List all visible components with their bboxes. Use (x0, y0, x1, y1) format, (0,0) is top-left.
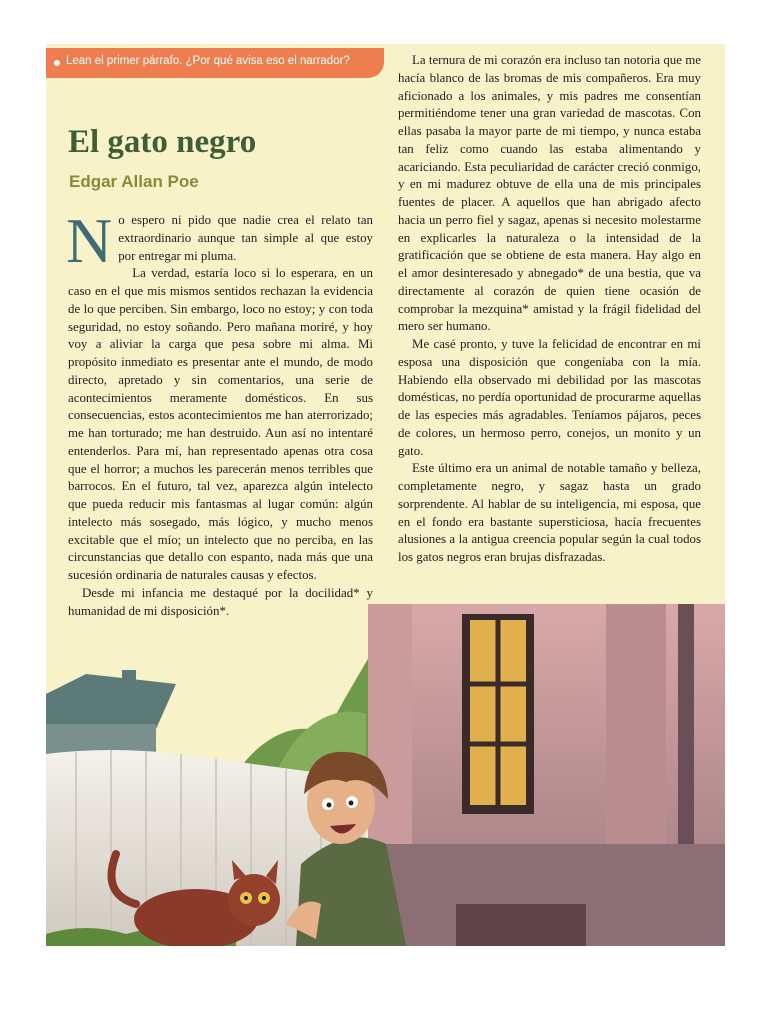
instruction-banner (46, 48, 384, 78)
boy-pupil-left (327, 803, 332, 808)
opening-paragraph (66, 205, 373, 276)
textbook-page (46, 44, 725, 946)
story-title: El gato negro (68, 124, 257, 160)
story-illustration (46, 604, 725, 946)
opening-paragraph-text: o espero ni pido que nadie crea el relato tan extraordinario aunque tan simple al que estoy por entregar mi pluma. (118, 213, 373, 263)
wall-pillar-right (606, 604, 666, 854)
cat-pupil-left (244, 896, 248, 900)
story-author: Edgar Allan Poe (69, 172, 199, 191)
boy-pupil-right (349, 801, 354, 806)
cat-head (228, 874, 280, 926)
cellar-window (456, 904, 586, 946)
drop-cap: N (66, 205, 113, 276)
paragraph-5: Me casé pronto, y tuve la felicidad de encontrar en mi esposa una disposición que congeniaba con la mía. Habiendo ella observado mi debilidad por las mascotas domésticas, no perdía oportunidad de procurarme aquellas de las especies más agradables. Teníamos pájaros, peces de colores, un hermoso perro, conejos, un monito y un gato. (398, 337, 701, 458)
right-column (398, 52, 701, 567)
chimney (122, 670, 136, 694)
left-column (66, 205, 373, 620)
paragraph-6: Este último era un animal de notable tamaño y belleza, completamente negro, y sagaz hasta un grado sorprendente. Al hablar de su inteligencia, mi esposa, que en el fondo era bastante supersticiosa, hacía frecuentes alusiones a la antigua creencia popular según la cual todos los gatos negros eran brujas disfrazadas. (398, 461, 701, 564)
paragraph-3: Desde mi infancia me destaqué por la docilidad* y humanidad de mi disposición*. (68, 585, 373, 618)
paragraph-4: La ternura de mi corazón era incluso tan notoria que me hacía blanco de las bromas de mis compañeros. Era muy aficionado a los animales, y mis padres me consentían permitiéndome tener una gran variedad de mascotas. Con ellas pasaba la mayor parte de mi tiempo, y nunca estaba tan feliz como cuando las estaba alimentando y acariciando. Esta peculiaridad de carácter creció conmigo, y en mi madurez obtuve de ella una de mis principales fuentes de placer. A aquellos que han abrigado afecto hacia un perro fiel y sagaz, apenas si necesito molestarme en explicarles la naturaleza o la intensidad de la gratificación que se obtiene de esta manera. Hay algo en el amor desinteresado y abnegado* de una bestia, que va directamente al corazón de quien tiene ocasión de comprobar la mezquina* amistad y la frágil fidelidad del mero ser humano. (398, 53, 701, 334)
bullet-icon (54, 60, 60, 66)
cat-pupil-right (262, 896, 266, 900)
banner-text: Lean el primer párrafo. ¿Por qué avisa eso el narrador? (66, 55, 350, 67)
paragraph-2: La verdad, estaría loco si lo esperara, en un caso en el que mis mismos sentidos rechazan la evidencia de lo que perciben. Sin embargo, loco no estoy; y con toda seguridad, no estoy soñando. Pero mañana moriré, y hoy voy a aliviar la carga que pesa sobre mi alma. Mi propósito inmediato es presentar ante el mundo, de modo directo, apretado y sin comentarios, una serie de acontecimientos meramente domésticos. En sus consecuencias, estos acontecimientos me han aterrorizado; me han torturado; me han destruido. Aun así no intentaré entenderlos. Para mí, han representado apenas otra cosa que el horror; a muchos les parecerán menos terribles que barrocos. En el futuro, tal vez, aparezca algún intelecto que pueda reducir mis fantasmas al lugar común: algún intelecto más sosegado, más lógico, y mucho menos excitable que el mío; un intelecto que no perciba, en las circunstancias que detallo con espanto, nada más que una sucesión ordinaria de naturales causas y efectos. (68, 266, 373, 582)
